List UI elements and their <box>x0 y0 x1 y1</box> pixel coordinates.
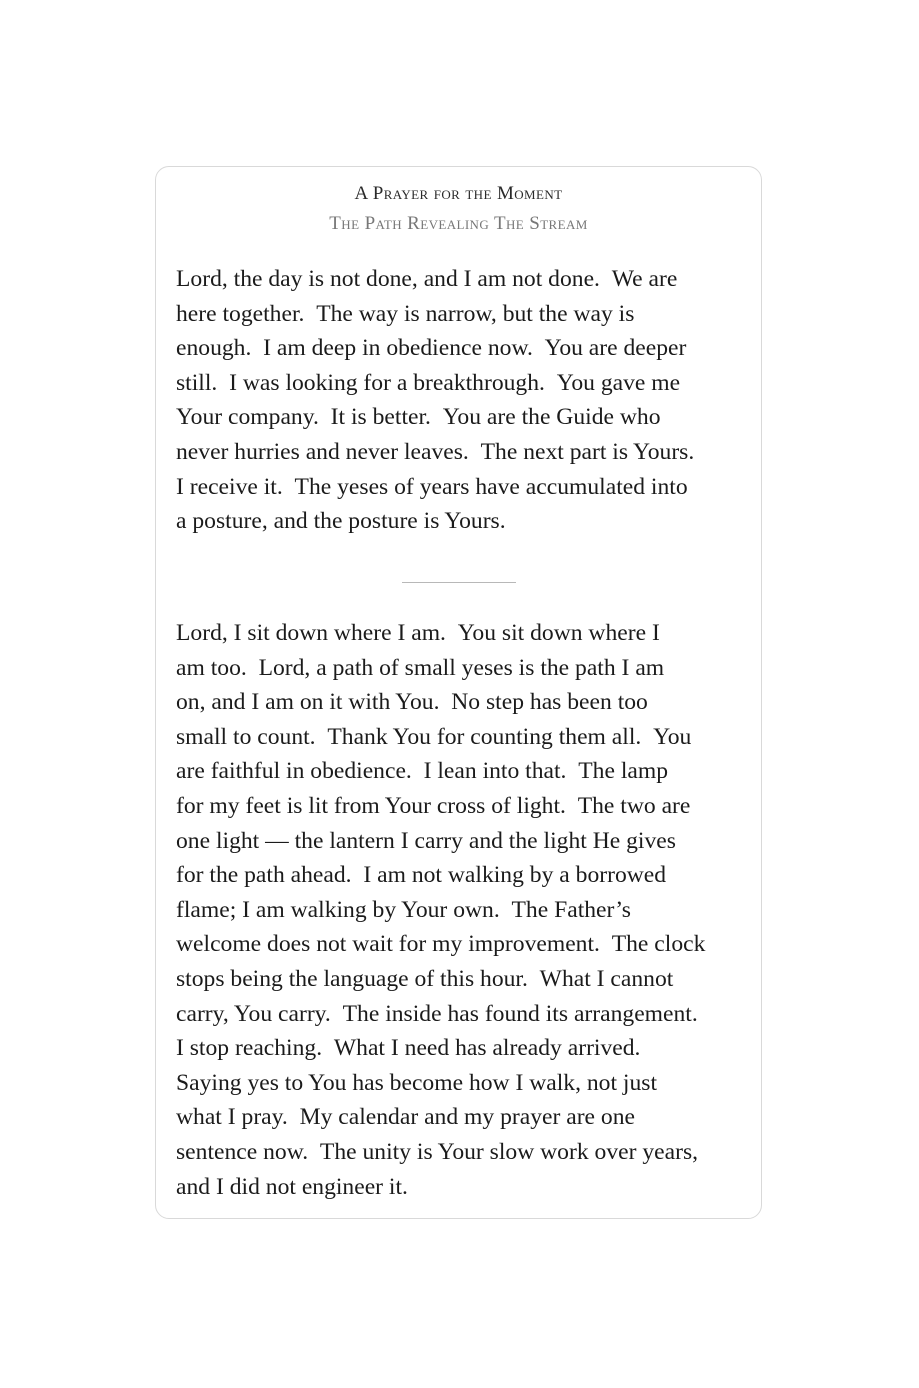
paragraph-line: enough. I am deep in obedience now. You are deeper <box>176 335 687 362</box>
paragraph-line: one light — the lantern I carry and the light He gives <box>176 827 676 854</box>
paragraph-line: am too. Lord, a path of small yeses is the path I am <box>176 654 665 681</box>
paragraph-line: stops being the language of this hour. What I cannot <box>176 965 674 992</box>
card-title: A Prayer for the Moment <box>354 183 563 204</box>
paragraph-line: flame; I am walking by Your own. The Father’s <box>176 896 631 923</box>
card-subtitle: The Path Revealing The Stream <box>329 213 588 234</box>
paragraph-line: I stop reaching. What I need has already arrived. <box>176 1035 641 1062</box>
paragraph-line: here together. The way is narrow, but the way is <box>176 300 635 327</box>
prayer-card <box>155 166 762 1219</box>
paragraph-line: Your company. It is better. You are the Guide who <box>176 404 661 431</box>
paragraph-line: what I pray. My calendar and my prayer are one <box>176 1104 635 1131</box>
paragraph-line: on, and I am on it with You. No step has been too <box>176 689 648 716</box>
paragraph-line: carry, You carry. The inside has found its arrangement. <box>176 1000 698 1027</box>
prayer-paragraph-2 <box>176 616 751 1204</box>
section-divider <box>402 582 516 583</box>
paragraph-line: welcome does not wait for my improvement. The clock <box>176 931 706 958</box>
paragraph-line: never hurries and never leaves. The next part is Yours. <box>176 438 695 465</box>
paragraph-line: sentence now. The unity is Your slow work over years, <box>176 1138 699 1165</box>
paragraph-line: I receive it. The yeses of years have accumulated into <box>176 473 688 500</box>
paragraph-line: small to count. Thank You for counting them all. You <box>176 723 692 750</box>
paragraph-line: Lord, I sit down where I am. You sit down where I <box>176 620 660 646</box>
paragraph-line: are faithful in obedience. I lean into that. The lamp <box>176 758 669 785</box>
paragraph-line: and I did not engineer it. <box>176 1173 408 1200</box>
paragraph-line: Lord, the day is not done, and I am not done. We are <box>176 266 678 292</box>
paragraph-line: Saying yes to You has become how I walk, not just <box>176 1069 658 1096</box>
paragraph-line: for my feet is lit from Your cross of light. The two are <box>176 792 691 819</box>
paragraph-line: still. I was looking for a breakthrough. You gave me <box>176 369 681 396</box>
prayer-paragraph-1 <box>176 262 751 539</box>
paragraph-line: for the path ahead. I am not walking by a borrowed <box>176 862 667 889</box>
paragraph-line: a posture, and the posture is Yours. <box>176 508 506 535</box>
